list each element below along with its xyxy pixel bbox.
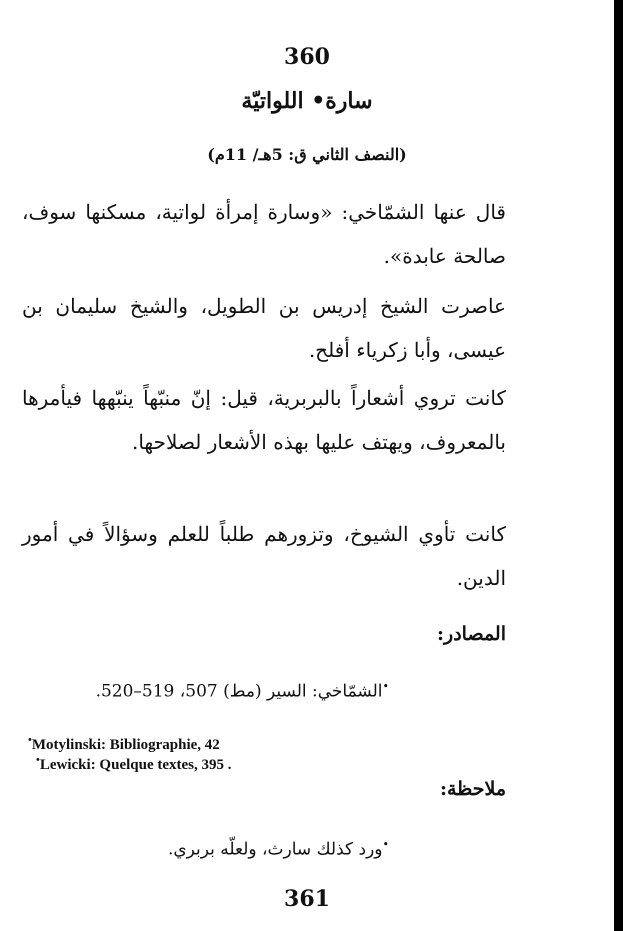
asterisk-marker: •	[28, 734, 32, 746]
paragraph-4: كانت تأوي الشيوخ، وتزورهم طلباً للعلم وسؤالاً في أمور الدين.	[22, 522, 506, 590]
period-subtitle: (النصف الثاني ق: 5هـ/ 11م)	[207, 145, 407, 164]
arabic-source-text: الشمّاخي: السير (مط) 507، 519–520.	[95, 681, 383, 702]
asterisk-marker: •	[382, 838, 389, 851]
latin-source-text-2: Lewicki: Quelque textes, 395 .	[39, 757, 232, 773]
latin-source-text-1: Motylinski: Bibliographie, 42	[31, 737, 220, 753]
asterisk-marker: •	[36, 754, 40, 766]
latin-source-ref-2	[36, 750, 232, 775]
page-number: 361	[284, 886, 330, 912]
arabic-source-ref	[96, 680, 389, 702]
sources-heading: المصادر:	[437, 623, 506, 645]
entry-title: سارة• اللواتيّة	[241, 88, 373, 114]
note-heading: ملاحظة:	[439, 778, 506, 800]
asterisk-marker: •	[382, 680, 389, 693]
paragraph-1: قال عنها الشمّاخي: «وسارة إمرأة لواتية، مسكنها سوف، صالحة عابدة».	[22, 200, 506, 268]
note-text-line	[168, 838, 389, 860]
paragraph-2: عاصرت الشيخ إدريس بن الطويل، والشيخ سليمان بن عيسى، وأبا زكرياء أفلح.	[22, 294, 506, 362]
entry-number: 360	[284, 44, 330, 70]
note-text: ورد كذلك سارث، ولعلّه بربري.	[167, 839, 383, 860]
paragraph-3: كانت تروي أشعاراً بالبربرية، قيل: إنّ منبّهاً ينبّهها فيأمرها بالمعروف، ويهتف عليها بهذه الأشعار لصلاحها.	[22, 386, 506, 454]
